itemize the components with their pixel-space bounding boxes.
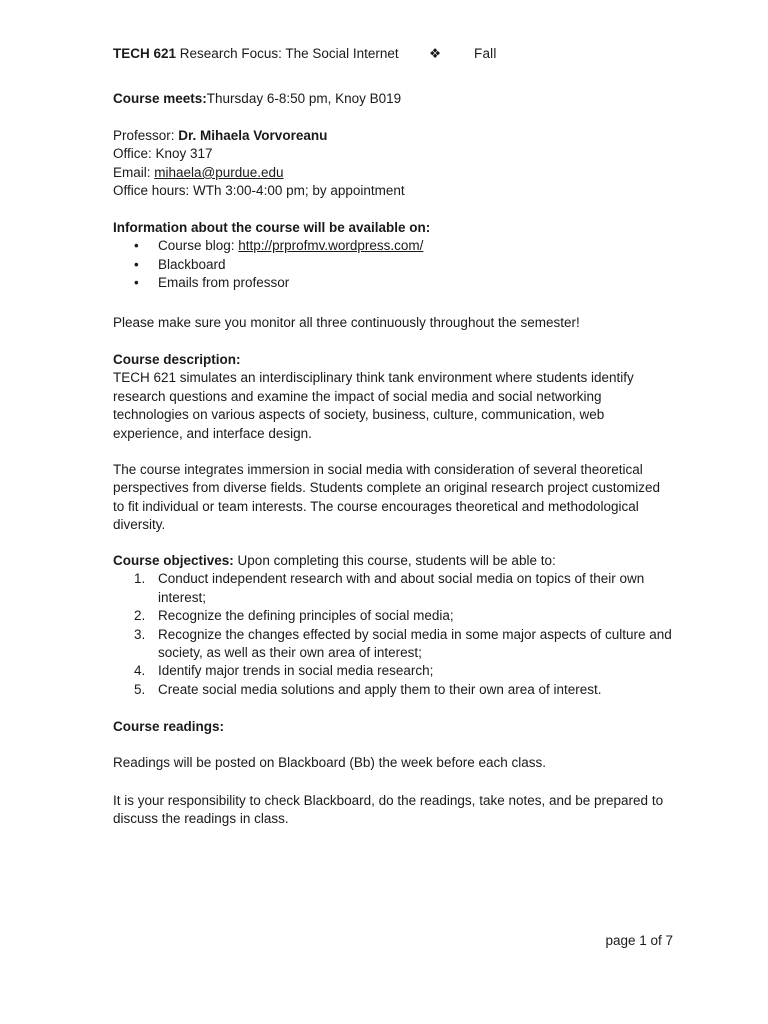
- list-item-text: Identify major trends in social media research;: [158, 663, 434, 679]
- list-item-label: Course blog:: [158, 238, 239, 254]
- readings-paragraph-2: It is your responsibility to check Blackboard, do the readings, take notes, and be prepared to discuss the readings in class.: [113, 793, 664, 827]
- list-item-text: Recognize the changes effected by social media in some major aspects of culture and society, as well as their own area of interest;: [158, 626, 672, 661]
- list-number: 5.: [134, 681, 146, 697]
- readings-paragraph-1: Readings will be posted on Blackboard (Bb) the week before each class.: [113, 755, 546, 770]
- list-item: [113, 274, 673, 292]
- list-number: 3.: [134, 626, 146, 642]
- course-blog-link[interactable]: http://prprofmv.wordpress.com/: [238, 238, 424, 254]
- list-item-text: Recognize the defining principles of social media;: [158, 608, 454, 624]
- list-item: [113, 662, 673, 680]
- bullet-icon: •: [134, 238, 139, 254]
- course-meets-label: Course meets:: [113, 91, 207, 106]
- objectives-heading: Course objectives:: [113, 553, 234, 568]
- monitor-note: Please make sure you monitor all three continuously throughout the semester!: [113, 315, 580, 330]
- course-meets-value: Thursday 6-8:50 pm, Knoy B019: [206, 91, 402, 106]
- professor-name: Dr. Mihaela Vorvoreanu: [178, 128, 328, 143]
- email-label: Email:: [113, 164, 155, 180]
- list-number: 1.: [134, 571, 146, 587]
- list-item-label: Emails from professor: [158, 275, 290, 291]
- course-code: TECH 621: [113, 46, 177, 61]
- bullet-icon: •: [134, 275, 139, 291]
- objectives-list: [113, 570, 673, 699]
- description-heading: Course description:: [113, 352, 241, 367]
- list-item: [113, 626, 673, 663]
- info-heading: Information about the course will be available on:: [113, 220, 431, 235]
- professor-label: Professor:: [113, 128, 179, 143]
- page-number: page 1 of 7: [605, 933, 673, 948]
- term-label: Fall: [474, 46, 497, 61]
- bullet-icon: •: [134, 256, 139, 272]
- list-item: [113, 570, 673, 607]
- list-item-text: Create social media solutions and apply them to their own area of interest.: [158, 681, 602, 697]
- description-paragraph-2: The course integrates immersion in social media with consideration of several theoretical perspectives from diverse fields. Students complete an original research project customized to fit individual or team interests. The course encourages theoretical and methodological diversity.: [113, 462, 661, 533]
- course-description-section: [113, 351, 673, 443]
- list-item-label: Blackboard: [158, 256, 226, 272]
- description-paragraph-1: TECH 621 simulates an interdisciplinary think tank environment where students identify research questions and examine the impact of social media and social networking technologies on various aspects of society, business, culture, communication, web experience, and interface design.: [113, 370, 634, 441]
- objectives-intro-line: [113, 552, 673, 570]
- readings-heading: Course readings:: [113, 719, 225, 734]
- objectives-intro: Upon completing this course, students will be able to:: [233, 553, 556, 568]
- list-item: [113, 256, 673, 274]
- diamond-separator-icon: ❖: [429, 46, 442, 61]
- professor-line: [113, 127, 673, 145]
- list-number: 4.: [134, 663, 146, 679]
- list-item: [113, 607, 673, 625]
- course-title: Research Focus: The Social Internet: [179, 46, 399, 61]
- list-item: [113, 681, 673, 699]
- course-objectives-section: [113, 552, 673, 699]
- course-meets: [113, 90, 673, 108]
- office-line: Office: Knoy 317: [113, 146, 213, 162]
- professor-info: [113, 127, 673, 201]
- office-hours-line: Office hours: WTh 3:00-4:00 pm; by appointment: [113, 183, 405, 199]
- email-link[interactable]: mihaela@purdue.edu: [154, 164, 284, 180]
- list-item-text: Conduct independent research with and about social media on topics of their own interest;: [158, 571, 645, 605]
- page-header: [113, 44, 673, 64]
- email-line: [113, 164, 673, 182]
- info-list: [113, 237, 673, 292]
- course-info-section: [113, 219, 673, 293]
- list-number: 2.: [134, 608, 146, 624]
- list-item: [113, 237, 673, 255]
